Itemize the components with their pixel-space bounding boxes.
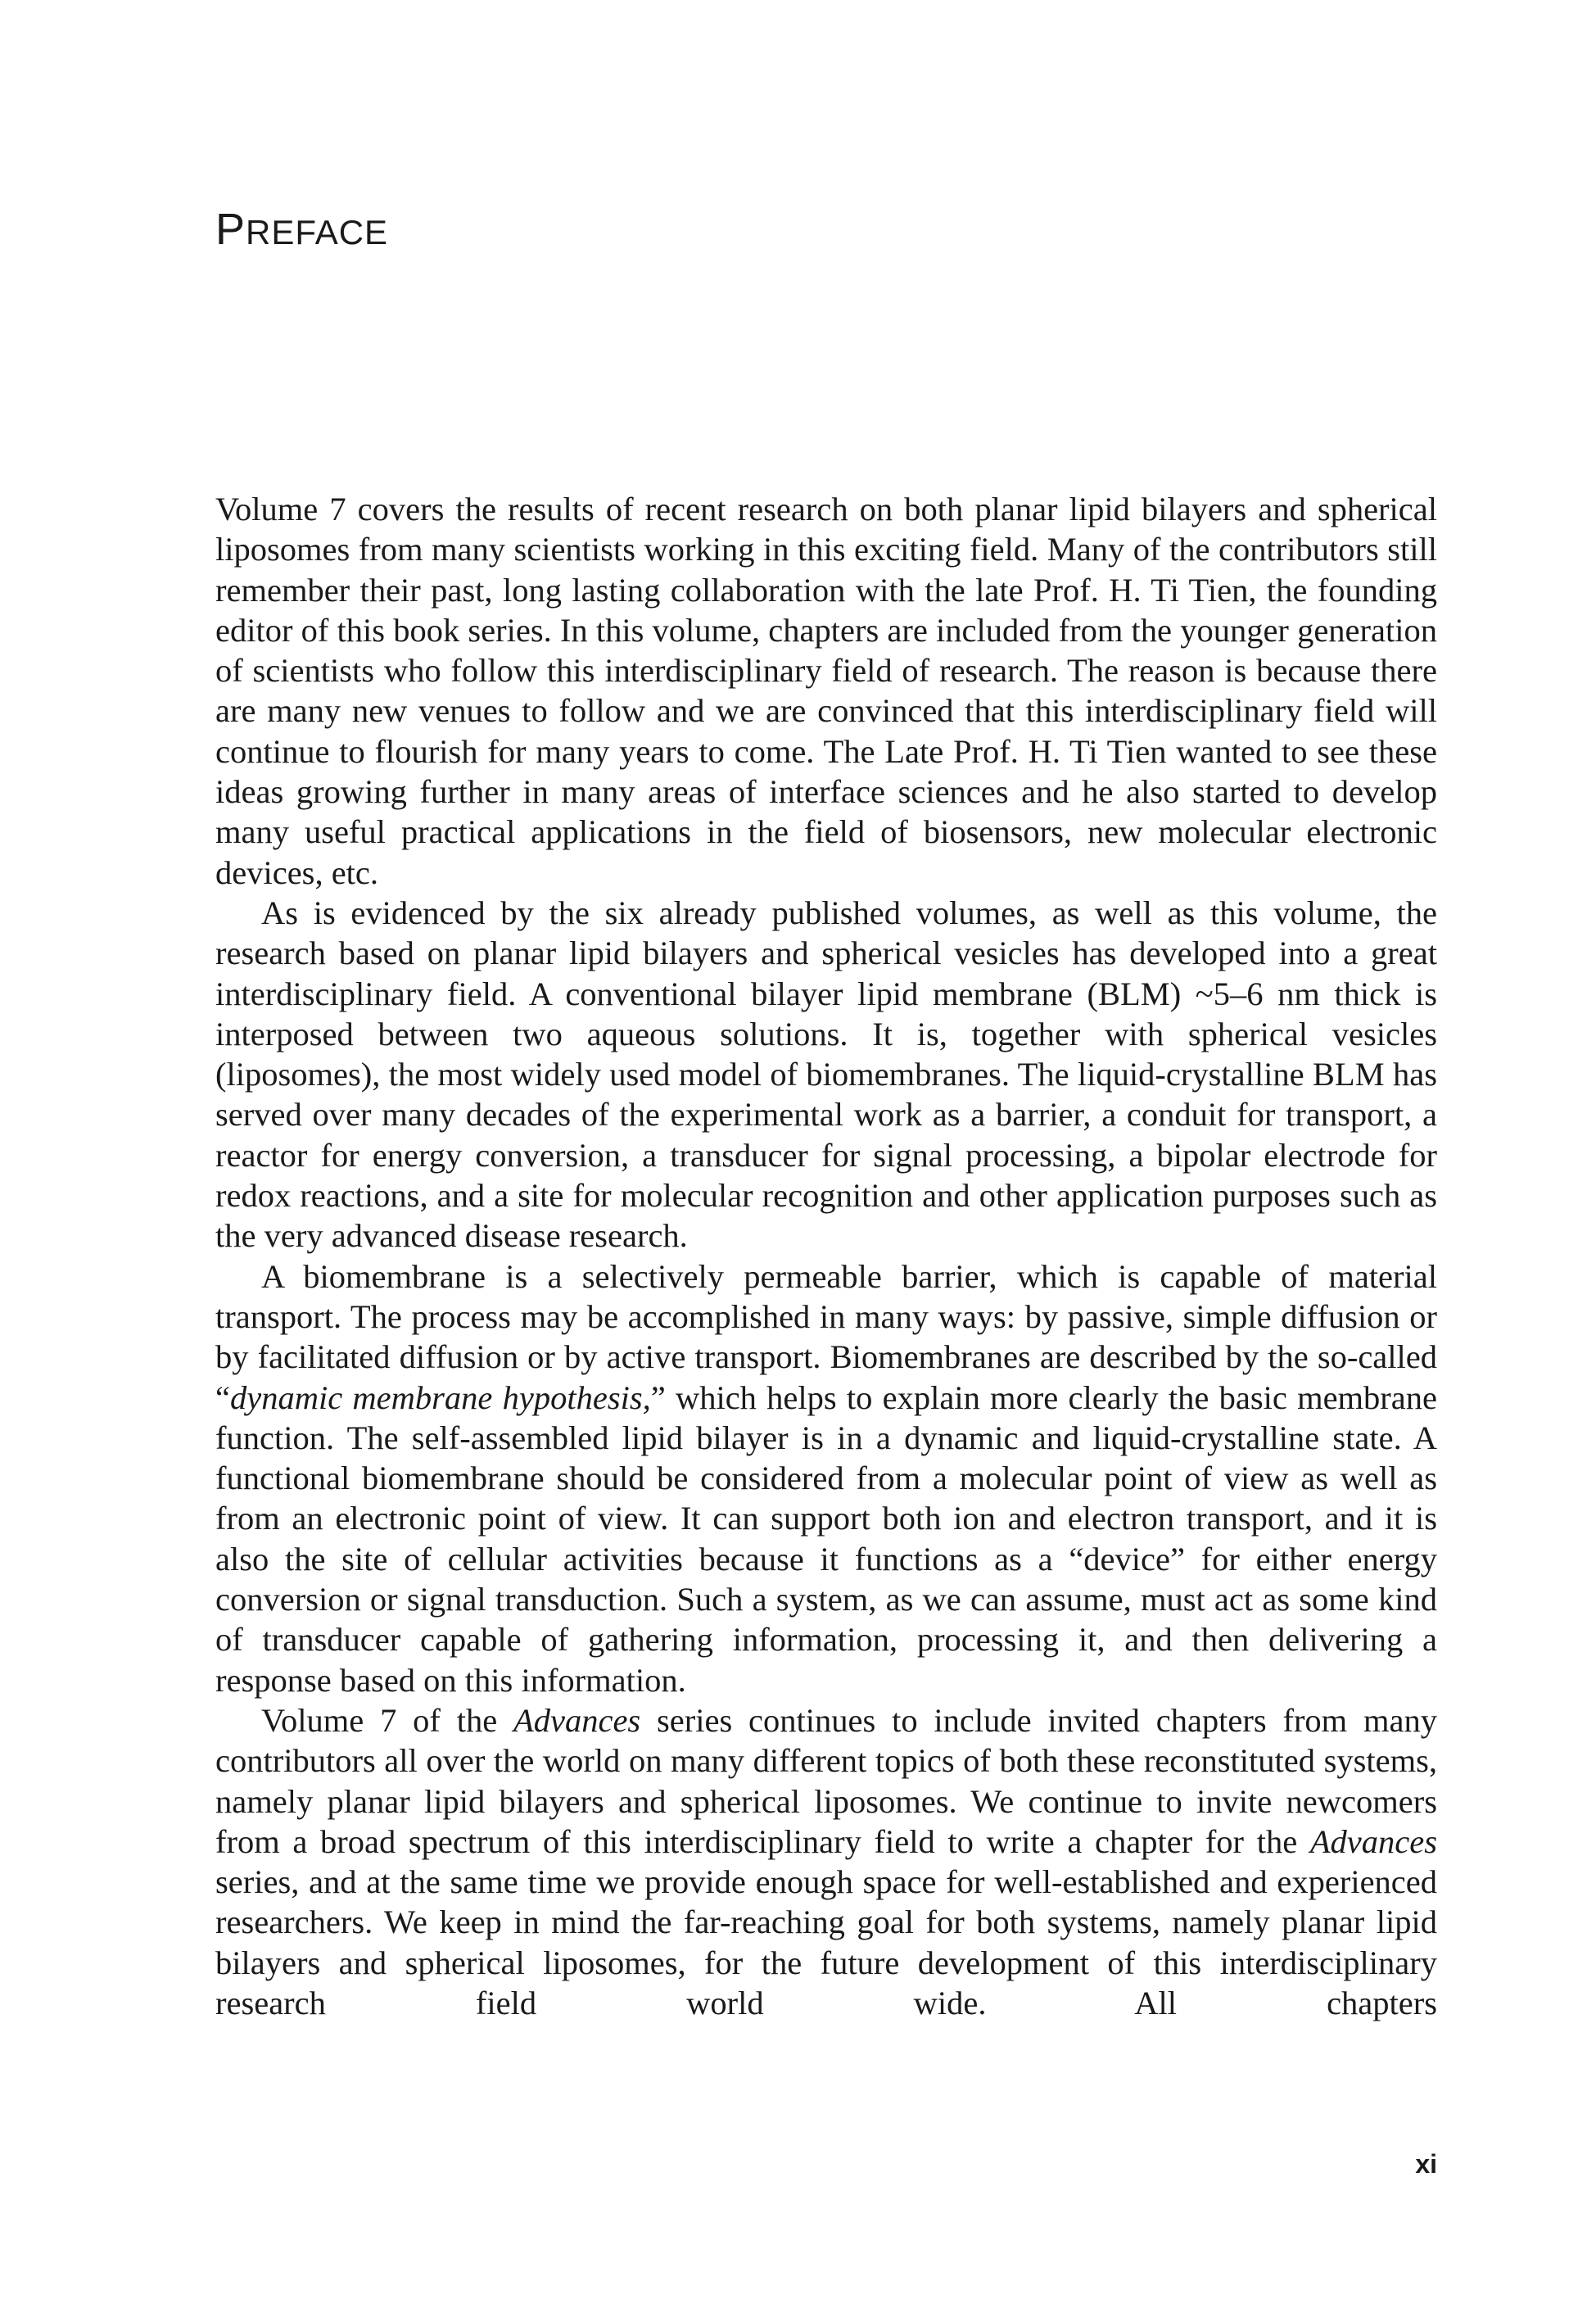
paragraph-3-end: ” which helps to explain more clearly the basic membrane function. The self-assembled lipid bilayer is in a dynamic and liquid-crystalline state. A functional biomembrane should be considered from a molecular point of view as well as from an electronic point of view. It can support both ion and electron transport, and it is also the site of cellular activities because it functions as a “device” for either energy conversion or signal transduction. Such a system, as we can assume, must act as some kind of transducer capable of gathering information, processing it, and then delivering a response based on this information. — [215, 1378, 1438, 1699]
title-rest: REFACE — [246, 213, 389, 251]
paragraph-1: Volume 7 covers the results of recent research on both planar lipid bilayers and spherical liposomes from many scientists working in this exciting field. Many of the contributors still remember their past, long lasting collaboration with the late Prof. H. Ti Tien, the founding editor of this book series. In this volume, chapters are included from the younger generation of scientists who follow this interdisciplinary field of research. The reason is because there are many new venues to follow and we are convinced that this interdisciplinary field will continue to flourish for many years to come. The Late Prof. H. Ti Tien wanted to see these ideas growing further in many areas of interface sciences and he also started to develop many useful practical applications in the field of biosensors, new molecular electronic devices, etc. — [215, 491, 1437, 891]
page-number: xi — [1415, 2149, 1437, 2179]
paragraph-4-part-3: series, and at the same time we provide enough space for well-established and experienced researchers. We keep in mind the far-reaching goal for both systems, namely planar lipid bilayers and spherical liposomes, for the future development of this interdisciplinary research field world wide. All chapters — [215, 1863, 1437, 2021]
paragraph-4-part-2: series continues to include invited chapters from many contributors all over the world on many different topics of both these reconstituted systems, namely planar lipid bilayers and spherical liposomes. We continue to invite newcomers from a broad spectrum of this interdisciplinary field to write a chapter for the — [215, 1701, 1437, 1860]
paragraph-3 — [215, 1256, 1437, 1700]
title-initial: P — [215, 205, 246, 254]
paragraph-3-start: A biomembrane is a selectively permeable barrier, which is capable of material transport. The process may be accomplished in many ways: by passive, simple diffusion or by facilitated diffusion or by active transport. Biomembranes are described by the so-called “ — [215, 1257, 1437, 1416]
paragraph-2: As is evidenced by the six already published volumes, as well as this volume, the research based on planar lipid bilayers and spherical vesicles has developed into a great interdisciplinary field. A conventional bilayer lipid membrane (BLM) ~5–6 nm thick is interposed between two aqueous solutions. It is, together with spherical vesicles (liposomes), the most widely used model of biomembranes. The liquid-crystalline BLM has served over many decades of the experimental work as a barrier, a conduit for transport, a reactor for energy conversion, a transducer for signal processing, a bipolar electrode for redox reactions, and a site for molecular recognition and other application purposes such as the very advanced disease research. — [215, 894, 1437, 1255]
paragraph-4-part-1: Volume 7 of the — [261, 1701, 513, 1739]
body-text — [215, 489, 1437, 2023]
paragraph-4-italic-2: Advances — [1309, 1822, 1437, 1860]
paragraph-4-italic-1: Advances — [513, 1701, 641, 1739]
paragraph-4 — [215, 1700, 1437, 2023]
paragraph-3-italic-term: dynamic membrane hypothesis, — [229, 1378, 651, 1416]
page-title — [215, 205, 388, 257]
